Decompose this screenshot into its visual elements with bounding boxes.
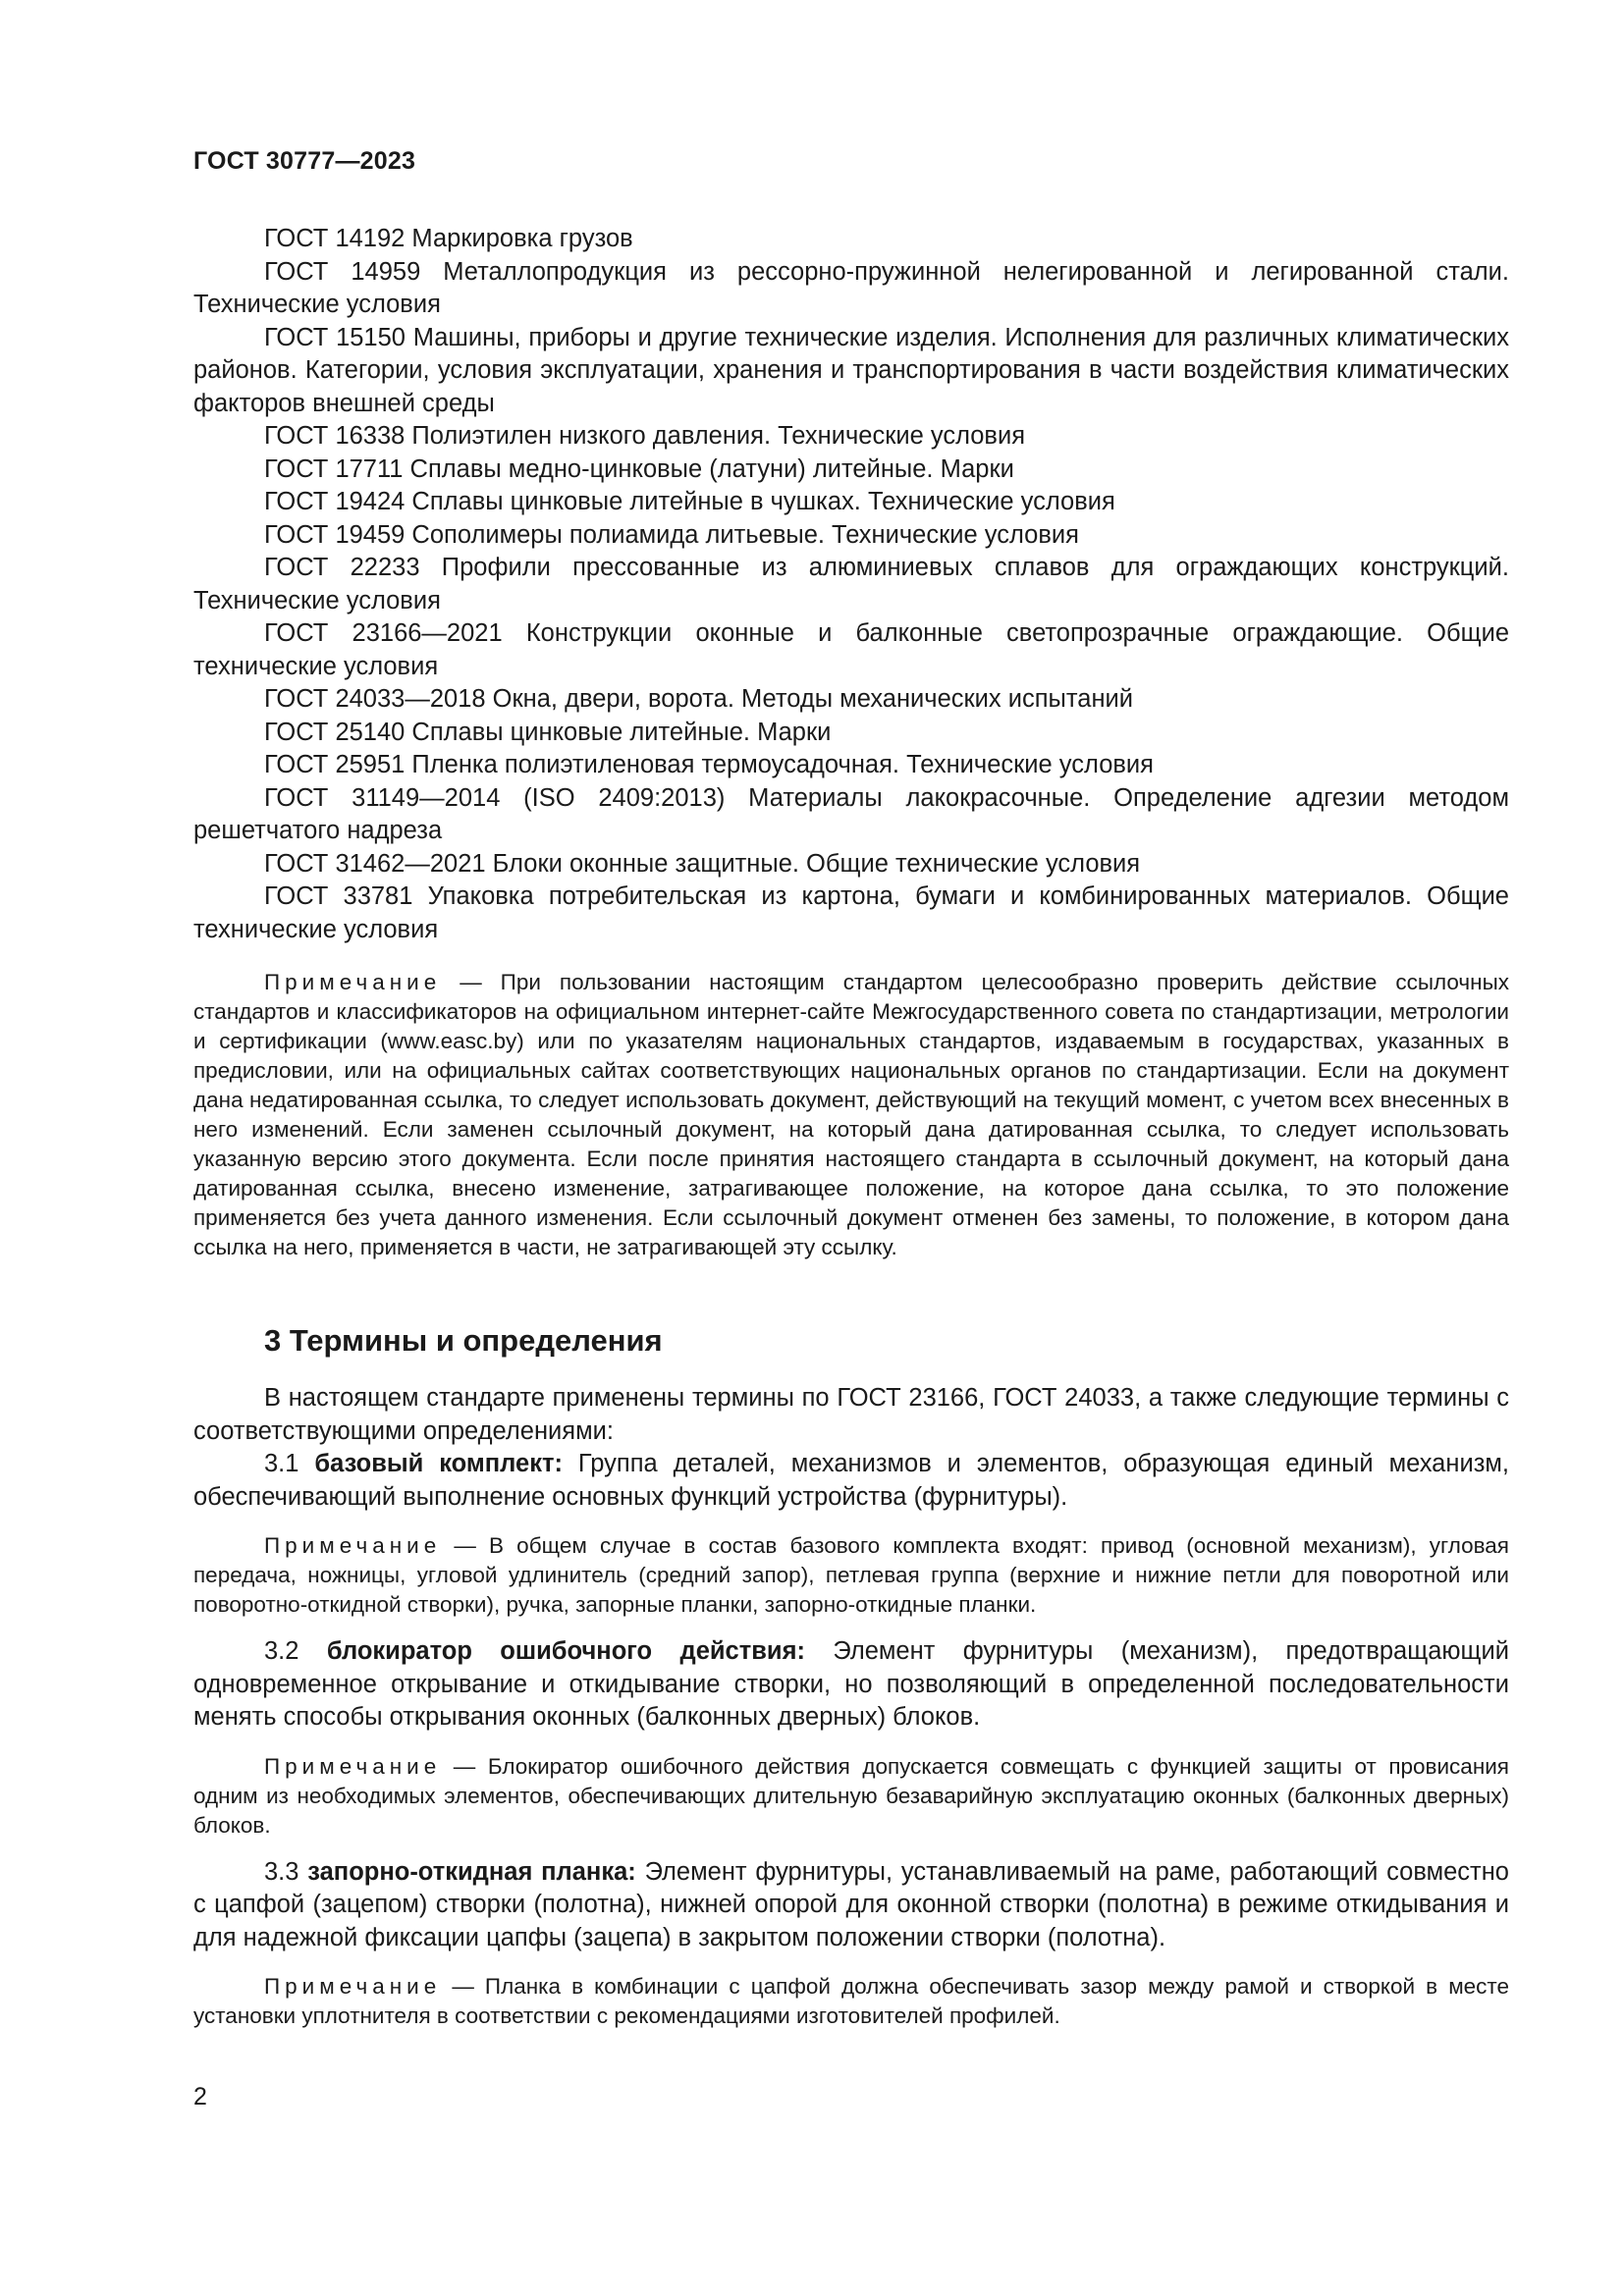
reference-item: ГОСТ 25140 Сплавы цинковые литейные. Марки (264, 718, 832, 746)
reference-item: ГОСТ 19424 Сплавы цинковые литейные в чушках. Технические условия (264, 488, 1115, 515)
reference-item: ГОСТ 14959 Металлопродукция из рессорно-пружинной нелегированной и легированной стали. Технические условия (193, 257, 1509, 318)
reference-item: ГОСТ 25951 Пленка полиэтиленовая термоусадочная. Технические условия (264, 751, 1154, 778)
reference-item: ГОСТ 19459 Сополимеры полиамида литьевые. Технические условия (264, 520, 1079, 549)
term-text: Элемент фурнитуры (механизм), предотвращающий одновременное открывание и откидывание створки, но позволяющий в определенной последовательности менять способы открывания оконных (балконных дверных) блоков. (193, 1637, 1509, 1731)
term-note (193, 1972, 1509, 2031)
note-text: — Блокиратор ошибочного действия допускается совмещать с функцией защиты от провисания одним из необходимых элементов, обеспечивающих длительную безаварийную эксплуатацию оконных (балконных дверных) блоков. (193, 1753, 1509, 1838)
reference-item: ГОСТ 15150 Машины, приборы и другие технические изделия. Исполнения для различных климатических районов. Категории, условия эксплуатации, хранения и транспортирования в части воздействия климатических факторов внешней среды (193, 323, 1509, 417)
reference-item: ГОСТ 31149—2014 (ISO 2409:2013) Материалы лакокрасочные. Определение адгезии методом решетчатого надреза (193, 783, 1509, 844)
section-title: 3 Термины и определения (264, 1323, 663, 1358)
term-definition (193, 1856, 1509, 1955)
reference-item: ГОСТ 33781 Упаковка потребительская из картона, бумаги и комбинированных материалов. Общие технические условия (193, 882, 1509, 943)
term-name: блокиратор ошибочного действия: (326, 1637, 805, 1665)
page-content (193, 223, 1509, 2031)
term-note (193, 1531, 1509, 1620)
reference-item: ГОСТ 31462—2021 Блоки оконные защитные. Общие технические условия (264, 849, 1141, 878)
reference-item: ГОСТ 14192 Маркировка грузов (264, 225, 633, 252)
term-number: 3.1 (264, 1450, 299, 1477)
reference-item: ГОСТ 16338 Полиэтилен низкого давления. Технические условия (264, 422, 1026, 450)
term-number: 3.2 (264, 1637, 299, 1665)
term-name: базовый комплект: (314, 1450, 563, 1477)
note-label: Примечание (264, 970, 442, 994)
references-note (193, 968, 1509, 1262)
note-label: Примечание (264, 1533, 442, 1558)
term-name: запорно-откидная планка: (307, 1857, 636, 1886)
reference-item: ГОСТ 24033—2018 Окна, двери, ворота. Методы механических испытаний (264, 685, 1134, 713)
note-text: — Планка в комбинации с цапфой должна обеспечивать зазор между рамой и створкой в месте установки уплотнителя в соответствии с рекомендациями изготовителей профилей. (193, 1974, 1509, 2028)
section-intro: В настоящем стандарте применены термины по ГОСТ 23166, ГОСТ 24033, а также следующие термины с соответствующими определениями: (193, 1384, 1509, 1445)
page-number: 2 (193, 2083, 207, 2110)
term-text: Элемент фурнитуры, устанавливаемый на раме, работающий совместно с цапфой (зацепом) створки (полотна), нижней опорой для оконной створки (полотна) в режиме откидывания и для надежной фиксации цапфы (зацепа) в закрытом положении створки (полотна). (193, 1857, 1509, 1951)
normative-references-list (193, 223, 1509, 946)
note-label: Примечание (264, 1974, 442, 1999)
note-text: — В общем случае в состав базового комплекта входят: привод (основной механизм), угловая передача, ножницы, угловой удлинитель (средний запор), петлевая группа (верхние и нижние петли для поворотной или поворотно-откидной створки), ручка, запорные планки, запорно-откидные планки. (193, 1533, 1509, 1617)
document-header: ГОСТ 30777—2023 (193, 147, 416, 175)
term-number: 3.3 (264, 1857, 299, 1886)
term-text: Группа деталей, механизмов и элементов, образующая единый механизм, обеспечивающий выполнение основных функций устройства (фурнитуры). (193, 1450, 1509, 1511)
reference-item: ГОСТ 17711 Сплавы медно-цинковые (латуни) литейные. Марки (264, 454, 1014, 483)
term-definition (193, 1448, 1509, 1514)
term-note (193, 1752, 1509, 1841)
reference-item: ГОСТ 22233 Профили прессованные из алюминиевых сплавов для ограждающих конструкций. Технические условия (193, 554, 1509, 614)
note-text: — При пользовании настоящим стандартом целесообразно проверить действие ссылочных стандартов и классификаторов на официальном интернет-сайте Межгосударственного совета по стандартизации, метрологии и сертификации (www.easc.by) или по указателям национальных стандартов, издаваемым в государствах, указанных в предисловии, или на официальных сайтах соответствующих национальных органов по стандартизации. Если на документ дана недатированная ссылка, то следует использовать документ, действующий на текущий момент, с учетом всех внесенных в него изменений. Если заменен ссылочный документ, на который дана датированная ссылка, то следует использовать указанную версию этого документа. Если после принятия настоящего стандарта в ссылочный документ, на который дана датированная ссылка, внесено изменение, затрагивающее положение, на которое дана ссылка, то это положение применяется без учета данного изменения. Если ссылочный документ отменен без замены, то положение, в котором дана ссылка на него, применяется в части, не затрагивающей эту ссылку. (193, 970, 1509, 1259)
reference-item: ГОСТ 23166—2021 Конструкции оконные и балконные светопрозрачные ограждающие. Общие технические условия (193, 619, 1509, 680)
note-label: Примечание (264, 1753, 442, 1779)
term-definition (193, 1635, 1509, 1735)
